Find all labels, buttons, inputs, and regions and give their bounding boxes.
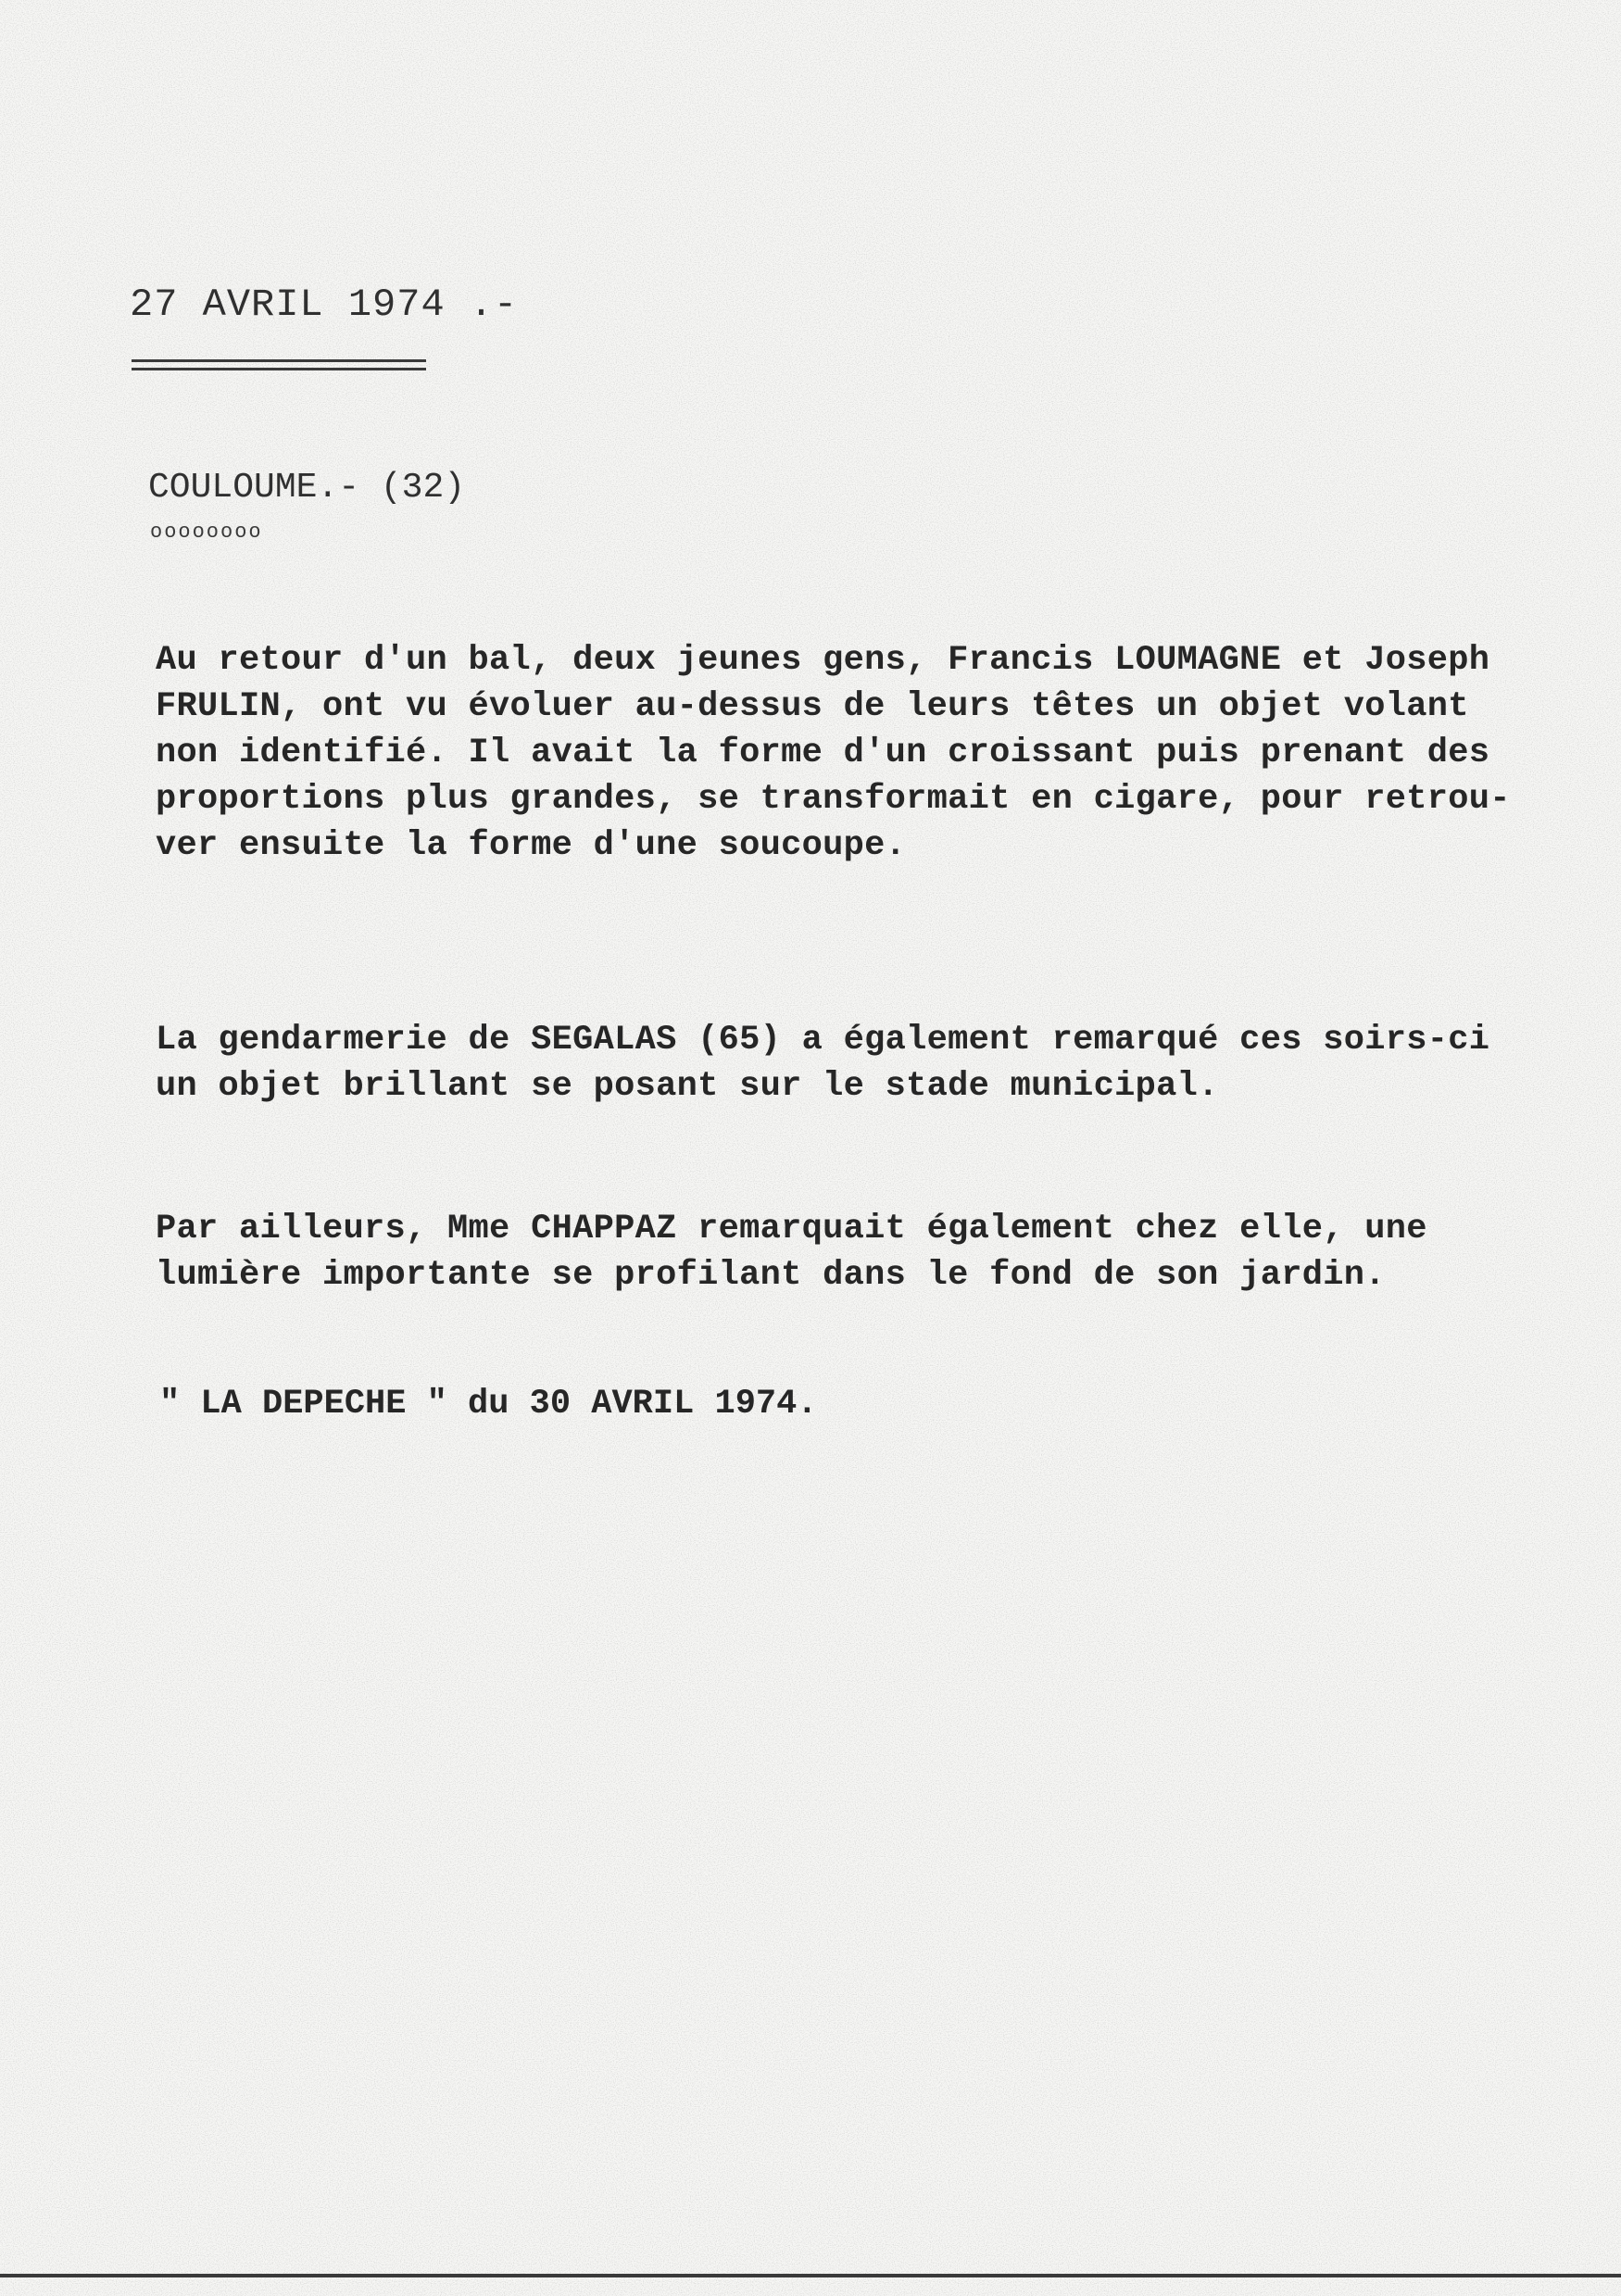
bottom-edge-rule — [0, 2274, 1621, 2277]
paragraph-1 — [156, 637, 1582, 869]
source-citation: " LA DEPECHE " du 30 AVRIL 1974. — [159, 1385, 818, 1424]
paragraph-line: proportions plus grandes, se transformait en cigare, pour retrou- — [156, 780, 1511, 819]
paragraph-line: FRULIN, ont vu évoluer au-dessus de leurs têtes un objet volant — [156, 687, 1469, 726]
place-heading-underline: oooooooo — [150, 521, 263, 544]
place-heading: COULOUME.- (32) — [148, 468, 466, 508]
paragraph-2 — [156, 1017, 1582, 1110]
date-heading: 27 AVRIL 1974 .- — [130, 282, 519, 327]
paragraph-line: un objet brillant se posant sur le stade municipal. — [156, 1067, 1219, 1106]
paragraph-3 — [156, 1206, 1582, 1299]
paragraph-line: Par ailleurs, Mme CHAPPAZ remarquait également chez elle, une — [156, 1210, 1427, 1248]
paragraph-line: Au retour d'un bal, deux jeunes gens, Francis LOUMAGNE et Joseph — [156, 641, 1490, 680]
paragraph-line: ver ensuite la forme d'une soucoupe. — [156, 826, 907, 865]
paragraph-line: lumière importante se profilant dans le fond de son jardin. — [156, 1256, 1386, 1295]
paragraph-line: non identifié. Il avait la forme d'un croissant puis prenant des — [156, 734, 1490, 772]
date-heading-rule-top — [132, 359, 426, 362]
paragraph-line: La gendarmerie de SEGALAS (65) a également remarqué ces soirs-ci — [156, 1021, 1490, 1060]
date-heading-rule-bottom — [132, 368, 426, 370]
